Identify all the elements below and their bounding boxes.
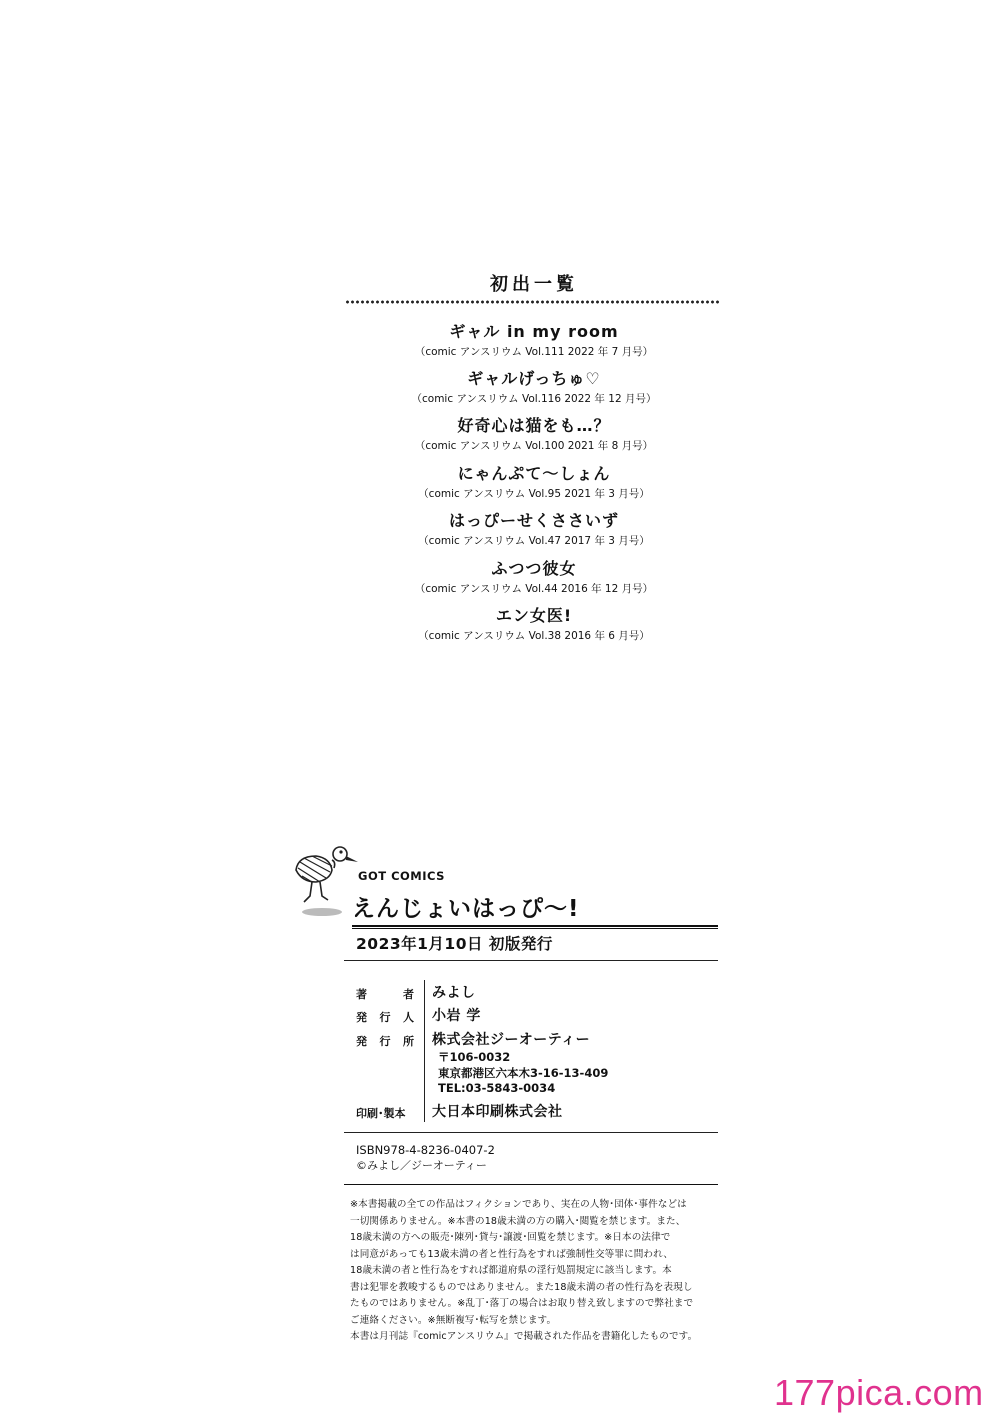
bird-logo-icon <box>284 840 360 920</box>
postal-code: 〒106-0032 <box>438 1050 511 1064</box>
publisher-person: 小岩 学 <box>432 1008 481 1024</box>
entry-title: エン女医! <box>495 606 573 625</box>
entry-title: にゃんぷて～しょん <box>457 464 611 483</box>
notice-line: ※本書掲載の全ての作品はフィクションであり、実在の人物･団体･事件などは <box>350 1199 687 1210</box>
notice-line: 18歳未満の方への販売･陳列･貸与･譲渡･回覧を禁じます。※日本の法律で <box>350 1232 671 1243</box>
legal-notice <box>350 1197 722 1346</box>
publication-date: 2023年1月10日 初版発行 <box>356 935 553 953</box>
entry-source: （comic アンスリウム Vol.111 2022 年 7 月号） <box>414 346 654 358</box>
entry-source: （comic アンスリウム Vol.44 2016 年 12 月号） <box>414 583 654 595</box>
publisher-company: 株式会社ジーオーティー <box>432 1032 591 1048</box>
notice-line: は同意があっても13歳未満の者と性行為をすれば強制性交等罪に問われ、 <box>350 1248 674 1260</box>
watermark-link[interactable]: 177pica.com <box>774 1372 984 1413</box>
entry-source: （comic アンスリウム Vol.47 2017 年 3 月号） <box>418 535 650 547</box>
printer-label: 印刷･製本 <box>356 1107 406 1120</box>
contents-entry <box>0 606 1000 643</box>
notice-line: 一切関係ありません。※本書の18歳未満の方の購入･閲覧を禁じます。また、 <box>350 1215 686 1227</box>
entry-title: 好奇心は猫をも…？ <box>457 416 611 435</box>
author-name: みよし <box>432 985 476 1001</box>
entry-title: ギャルげっちゅ♡ <box>467 369 601 388</box>
entry-source: （comic アンスリウム Vol.95 2021 年 3 月号） <box>418 488 650 500</box>
contents-entry <box>0 416 1000 453</box>
notice-line: ご連絡ください。※無断複写･転写を禁じます。 <box>350 1314 557 1326</box>
contents-heading: 初出一覧 <box>490 274 578 295</box>
contents-entry <box>0 511 1000 548</box>
notice-line: たものではありません。※乱丁･落丁の場合はお取り替え致しますので弊社まで <box>350 1298 694 1309</box>
publisher-person-label: 発 行 人 <box>356 1011 414 1024</box>
title-rule <box>352 925 718 927</box>
book-title: えんじょいはっぴ～! <box>352 896 580 922</box>
divider <box>344 960 718 961</box>
column-divider <box>424 980 425 1122</box>
publisher-label: 発 行 所 <box>356 1035 414 1048</box>
entry-title: はっぴーせくささいず <box>448 511 619 530</box>
entry-source: （comic アンスリウム Vol.100 2021 年 8 月号） <box>414 440 654 452</box>
entry-source: （comic アンスリウム Vol.116 2022 年 12 月号） <box>411 393 657 405</box>
entry-source: （comic アンスリウム Vol.38 2016 年 6 月号） <box>418 630 650 642</box>
notice-line: 書は犯罪を教唆するものではありません。また18歳未満の者の性行為を表現し <box>350 1281 693 1293</box>
divider <box>344 1132 718 1133</box>
address: 東京都港区六本木3-16-13-409 <box>438 1066 609 1080</box>
dotted-divider <box>345 300 719 304</box>
contents-entry <box>0 369 1000 406</box>
contents-entry <box>0 464 1000 501</box>
copyright: ©みよし／ジーオーティー <box>356 1159 487 1172</box>
series-name: GOT COMICS <box>358 869 445 883</box>
entry-title: ギャル in my room <box>449 322 619 341</box>
contents-entry <box>0 559 1000 596</box>
notice-line: 18歳未満の者と性行為をすれば都道府県の淫行処罰規定に該当します。本 <box>350 1265 672 1276</box>
printer-company: 大日本印刷株式会社 <box>432 1104 563 1120</box>
telephone: TEL:03-5843-0034 <box>438 1081 556 1095</box>
notice-line: 本書は月刊誌『comicアンスリウム』で掲載された作品を書籍化したものです。 <box>350 1331 698 1342</box>
entry-title: ふつつ彼女 <box>491 559 577 578</box>
title-rule-thin <box>352 928 718 929</box>
contents-entry <box>0 322 1000 359</box>
author-label: 著 者 <box>356 988 414 1001</box>
isbn: ISBN978-4-8236-0407-2 <box>356 1143 495 1157</box>
